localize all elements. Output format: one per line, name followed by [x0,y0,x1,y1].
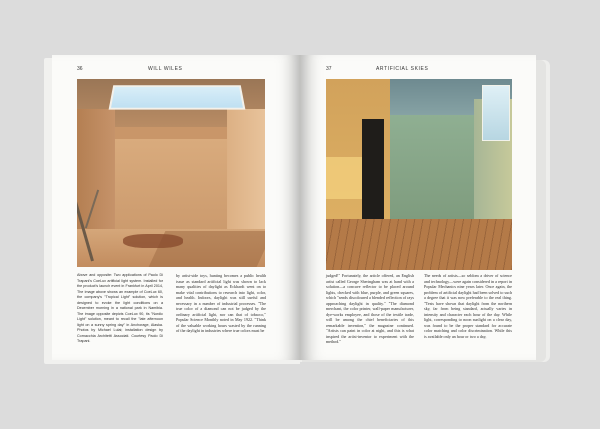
desert-room-photo [77,79,265,267]
body-text-column: judged!" Fortunately, the article offered, an English artist called George Sheringham was at hand with a solution—a concave reflector to be placed around lights, checked with blue, purple, and green squares, which "sends discoloured a blended reflection of rays approaching daylight in quality." "The diamond merchant, the color printer, wall-paper manufacturer, dye-works employee, and those of the textile trade, will be among the chief beneficiaries of this remarkable invention," the magazine continued. "Artists can paint in color at night, and this is what inspired the artist-inventor to experiment with the method." [326,273,414,344]
doorway [362,119,384,231]
skylight [109,85,246,109]
left-page [52,55,300,360]
body-text-column: The needs of artists—so seldom a driver of science and technology—were again considered in a report in Popular Mechanics nine years later. Once again, the problem of artificial daylight had been solved to such a degree that it was now preferable to the real thing. "Tests have shown that daylight from the northern sky, far from being standard, actually varies in intensity and character each hour of the day. While light, corresponding to noon sunlight on a clear day, was found to be the proper standard for accurate color matching and color discrimination. While this is available only an hour or two a day, [424,273,512,339]
running-head: ARTIFICIAL SKIES [376,66,429,72]
photo-caption: Above and opposite: Two applications of Paolo Di Trapani's CoeLux artificial light system. Installed for the product's launch event in Frankfurt in April 2014, The image above shows an example of CoeLux 60, the company's "Tropical Light" solution, which is designed to evoke the light conditions on a December morning in a national park in Namibia. The image opposite depicts CoeLux 90, its "Nordic Light" solution, meant to recall the "late afternoon light on a sunny spring day" in Anchorage, Alaska. Photos by Michael Lulai; installation design by Cornacchia Architetti Associati. Courtesy Paolo Di Trapani. [77,273,163,343]
right-page [300,55,536,360]
window [482,85,510,141]
wood-floor [326,219,512,270]
nordic-room-photo [326,79,512,270]
page-number: 36 [77,66,83,72]
body-text-column: by artist-side toys, hunting becomes a public health issue as standard artificial light was shown to lack many qualities of daylight as Eckhardt went on to make vital contributions to research into light, color, and health. Indoors, daylight was still useful and necessary in a number of industrial processes. "The true color of a diamond can not be judged by the ordinary artificial light, nor can that of tobacco," Popular Science Monthly noted in May 1922. "Think of the valuable working hours wasted by the running of the daylight in industries where true colors must be [176,273,266,333]
page-number: 37 [326,66,332,72]
running-head: WILL WILES [148,66,183,72]
